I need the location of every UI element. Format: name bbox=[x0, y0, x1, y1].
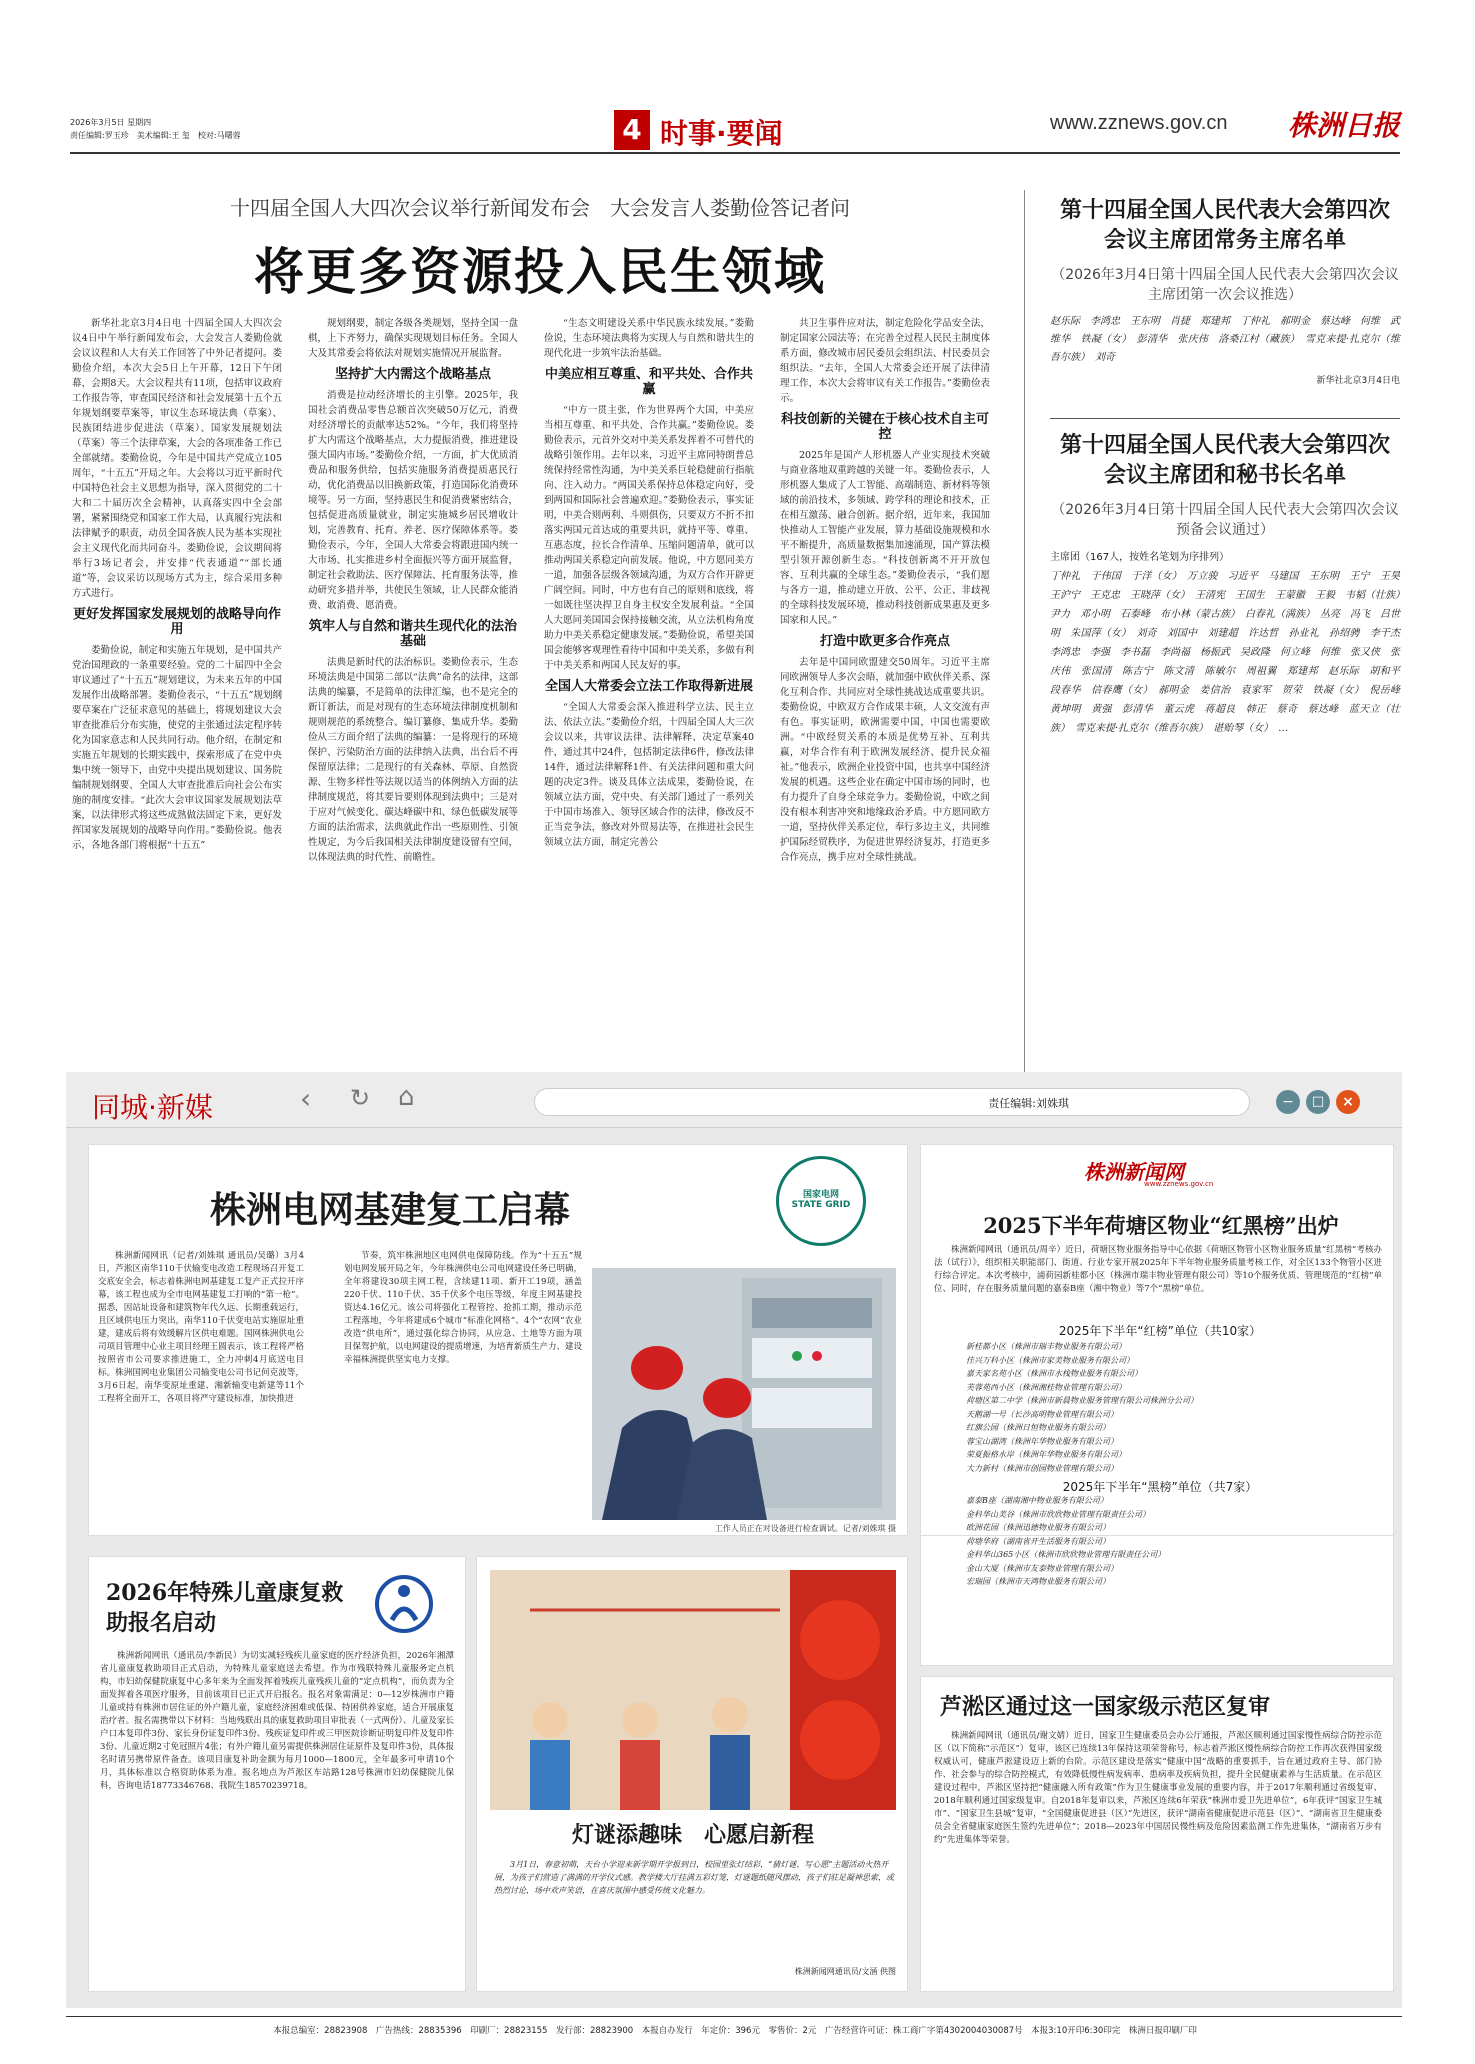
page-number-badge: 4 bbox=[614, 110, 650, 150]
list-item: 新桂都小区（株洲市瑞丰物业服务有限公司） bbox=[966, 1342, 1126, 1351]
article-title: 2026年特殊儿童康复救助报名启动 bbox=[106, 1580, 344, 1636]
list-item: 荷塘区第二中学（株洲市新晨物业服务管理有限公司株洲分公司） bbox=[966, 1396, 1198, 1405]
source-line: 新华社北京3月4日电 bbox=[1316, 376, 1400, 386]
subheading: 打造中欧更多合作亮点 bbox=[819, 634, 950, 649]
article-paragraph: 株洲新闻网讯（通讯员/周辛）近日，荷塘区物业服务指导中心依据《荷塘区物管小区物业服务质量“红黑榜”考核办法（试行）》，组织相关职能部门、街道、行业专家开展2025年下半年物业服务质量考核工作，对全区133个物管小区进行综合评定。本次考核中，浦荷园新桂都小区（株洲市瑞丰物业管理有限公司）等10个服务优质、管理规范的“红榜”单位、同时，存在服务质量问题的嘉泰B座（湘中物业）等7个“黑榜”单位。 bbox=[934, 1245, 1382, 1294]
article-title: 株洲电网基建复工启幕 bbox=[210, 1190, 571, 1231]
subheading: 坚持扩大内需这个战略基点 bbox=[334, 367, 491, 382]
list-item: 嘉天家名苑小区（株洲市水栈物业服务有限公司） bbox=[966, 1369, 1142, 1378]
home-icon[interactable]: ⌂ bbox=[398, 1082, 415, 1112]
black-list bbox=[966, 1494, 1366, 1589]
list-item: 红旗公园（株洲日恒物业服务有限公司） bbox=[966, 1423, 1110, 1432]
article-paragraph: 新华社北京3月4日电 十四届全国人大四次会议4日中午举行新闻发布会，大会发言人娄勤俭就会议议程和人大有关工作回答了中外记者提问。娄勤俭介绍，本次大会5日上午开幕，12日下午闭幕，会期8天。大会议程共有11项，包括审议政府工作报告等，审查国民经济和社会发展第十五个五年规划纲要草案等，审议生态环境法典（草案）、民族团结进步促进法（草案）、国家发展规划法（草案）等三个法律草案，大会的各项准备工作已全部就绪。娄勤俭说，今年是中国共产党成立105周年，“十五五”开局之年。大会将以习近平新时代中国特色社会主义思想为指导，深入贯彻党的二十大和二十届历次全会精神，认真落实四中全会部署，紧紧围绕党和国家工作大局，认真履行宪法和法律赋予的职责，动员全国各族人民为基本实现社会主义现代化而共同奋斗。娄勤俭说，会议期间将举行3场记者会，并安排“代表通道”“部长通道”等，会议采访以现场方式为主，综合采用多种方式进行。 bbox=[72, 318, 282, 599]
name-list: 赵乐际 李鸿忠 王东明 肖捷 郑建邦 丁仲礼 郝明金 蔡达峰 何维 武维华 铁凝（女） 彭清华 张庆伟 洛桑江村（藏族） 雪克来提·扎克尔（维吾尔族） 刘奇 bbox=[1050, 316, 1400, 363]
list-item: 嘉泰B座（湖南湘中物业服务有限公司） bbox=[966, 1496, 1108, 1505]
article-paragraph: 2025年是国产人形机器人产业实现技术突破与商业落地双重跨越的关键一年。娄勤俭表示，人形机器人集成了人工智能、高端制造、新材料等领域的前沿技术，多领域、跨学科的理论和技术，正在相互激荡、融合创新。据介绍，近年来，我国加快推动人工智能产业发展，算力基础设施规模和水平不断提升，高质量数据集加速涌现，国产算法模型引领开源创新生态。“科技创新离不开开放包容、互利共赢的全球生态。”娄勤俭表示，“我们愿与各方一道，推动建立开放、公平、公正、非歧视的全球科技发展环境，推动科技创新成果惠及更多国家和人民。” bbox=[780, 450, 990, 626]
footer-info: 本报总编室：28823908 广告热线：28835396 印刷厂：28823155 发行部：28823900 本报自办发行 年定价：396元 零售价：2元 广告经营许可证：株工商广字第4302004030087号 本报3:10开印6:30印完 株洲日报印刷厂印 bbox=[273, 2026, 1197, 2036]
subheading: 科技创新的关键在于核心技术自主可控 bbox=[780, 412, 989, 442]
article-paragraph: 共卫生事件应对法，制定危险化学品安全法，制定国家公园法等；在完善全过程人民民主制度体系方面，修改城市居民委员会组织法、村民委员会组织法。“去年，全国人大常委会还开展了法律清理工作，本次大会将审议有关工作报告。”娄勤俭表示。 bbox=[780, 318, 990, 404]
list-item: 天鹅湖一号（长沙高明物业管理有限公司） bbox=[966, 1409, 1118, 1419]
subheading: 全国人大常委会立法工作取得新进展 bbox=[544, 679, 753, 694]
photo-caption: 工作人员正在对设备进行检查调试。记者/刘姝琪 摄 bbox=[714, 1524, 896, 1533]
article-paragraph: “全国人大常委会深入推进科学立法、民主立法、依法立法。”娄勤俭介绍，十四届全国人大三次会议以来，共审议法律、法律解释、决定草案40件，通过其中24件，包括制定法律6件，修改法律14件，通过法律解释1件、有关法律问题和重大问题的决定3件。谈及具体立法成果，娄勤俭说，在领域立法方面，党中央、有关部门通过了一系列关于中国市场准入、领导区域合作的法律，修改反不正当竞争法，修改对外贸易法等，在推进社会民生领域立法方面，制定完善公 bbox=[544, 702, 754, 848]
article-paragraph: “生态文明建设关系中华民族永续发展。”娄勤俭说，生态环境法典将为实现人与自然和谐共生的现代化进一步筑牢法治基础。 bbox=[544, 318, 754, 359]
article-title: 芦淞区通过这一国家级示范区复审 bbox=[940, 1694, 1271, 1720]
address-bar[interactable]: 责任编辑:刘姝琪 bbox=[534, 1088, 1250, 1116]
list-item: 芙蓉苑西小区（株洲湘桂物业管理有限公司） bbox=[966, 1382, 1126, 1392]
state-grid-logo: 国家电网 STATE GRID bbox=[776, 1156, 866, 1246]
subheading: 中美应相互尊重、和平共处、合作共赢 bbox=[544, 367, 753, 397]
article-paragraph: “中方一贯主张，作为世界两个大国，中美应当相互尊重、和平共处、合作共赢。”娄勤俭说。娄勤俭表示，元首外交对中美关系发挥着不可替代的战略引领作用。去年以来，习近平主席同特朗普总统保持经常性沟通，为中美关系巨轮稳健前行指航向、注入动力。“两国关系保持总体稳定向好，受到两国和国际社会普遍欢迎。”娄勤俭表示，事实证明，中美合则两利、斗则俱伤，只要双方不折不扣落实两国元首达成的重要共识，就持平等、尊重、互惠态度，拉长合作清单、压缩问题清单，就可以推动两国关系稳定向前发展。他说，中方愿同美方一道，加强各层级各领域沟通，为双方合作开辟更广阔空间。同时，中方也有自己的原则和底线，将一如既往坚决捍卫自身主权安全发展利益。“全国人大愿同美国国会保持接触交流，从立法机构角度助力中美关系稳定健康发展。”娄勤俭说，希望美国国会能够客观理性看待中国和中美关系，多做有利于中美关系和两国人民友好的事。 bbox=[544, 405, 754, 671]
list-item: 金科华山美谷（株洲市欣欣物业管理有限责任公司） bbox=[966, 1509, 1150, 1519]
issue-date: 2026年3月5日 星期四 bbox=[70, 118, 152, 127]
list-item: 荷塘华府（湖南省开生活服务有限公司） bbox=[966, 1536, 1110, 1546]
red-list bbox=[966, 1340, 1366, 1475]
main-kicker: 十四届全国人大四次会议举行新闻发布会 大会发言人娄勤俭答记者问 bbox=[230, 196, 850, 220]
section-banner: 同城·新媒 bbox=[92, 1091, 213, 1124]
photo-credit: 株洲新闻网通讯员/文涵 供图 bbox=[794, 1967, 896, 1976]
refresh-icon[interactable]: ↻ bbox=[350, 1084, 371, 1112]
back-icon[interactable]: ‹ bbox=[300, 1082, 312, 1115]
list-item: 金山大厦（株洲市友泰物业管理有限公司） bbox=[966, 1563, 1118, 1573]
minimize-icon[interactable]: − bbox=[1276, 1090, 1300, 1114]
maximize-icon[interactable]: □ bbox=[1306, 1090, 1330, 1114]
article-paragraph: 规划纲要，制定各级各类规划，坚持全国一盘棋，上下齐努力，确保实现规划目标任务。全国人大及其常委会将依法对规划实施情况开展监督。 bbox=[308, 318, 518, 359]
article-title: 2025下半年荷塘区物业“红黑榜”出炉 bbox=[983, 1213, 1339, 1238]
article-title: 灯谜添趣味 心愿启新程 bbox=[571, 1822, 814, 1848]
article-paragraph: 株洲新闻网讯（记者/刘姝琪 通讯员/吴璐）3月4日，芦淞区南华110千伏输变电改造工程现场召开复工交底安全会，标志着株洲电网基建复工复产正式拉开序幕，该工程也成为全市电网基建复工打响的“第一枪”。据悉，因站址设备和建筑物年代久远、长期重载运行，且区域供电压力突出，南华110千伏变电站实施原址重建，建成后将有效缓解片区供电难题。国网株洲供电公司项目管理中心业主项目经理王圆表示，该工程将严格按照省市公司要求推进施工，全力冲刺4月底送电目标。株洲国网电业集团公司输变电公司书记何克波等，3月6日起，南华变原址重建、湘新输变电新建等11个工程将全面开工，各项目将严守建设标准，加快推进 bbox=[98, 1251, 304, 1404]
article-paragraph: 法典是新时代的法治标识。娄勤俭表示，生态环境法典是中国第二部以“法典”命名的法律，这部法典的编纂，不是简单的法律汇编，也不是完全的新订新法，而是对现有的生态环境法律制度机制和规则规范的系统整合、编订纂修、集成升华。娄勤俭从三方面介绍了法典的编纂：一是将现行的环境保护、污染防治方面的法律纳入法典，出台后不再保留原法律；二是现行的有关森林、草原、自然资源、生物多样性等法规以适当的体例纳入方面的法律制度规范，将其要旨要则体现到法典中；三是对于应对气候变化、碳达峰碳中和、绿色低碳发展等方面的法治需求，法典就此作出一些原则性、引领性规定，为今后我国相关法律制度建设留有空间，以体现法典的时代性、前瞻性。 bbox=[308, 657, 518, 863]
section-title: 时事·要闻 bbox=[660, 117, 783, 150]
site-logo: 株洲新闻网 bbox=[1084, 1160, 1184, 1184]
disability-icon bbox=[374, 1574, 434, 1634]
subheading: 更好发挥国家发展规划的战略导向作用 bbox=[72, 607, 281, 637]
photo-workers bbox=[592, 1268, 896, 1520]
paper-logo: 株洲日报 bbox=[1288, 109, 1401, 142]
list-title: 第十四届全国人民代表大会第四次会议主席团常务主席名单 bbox=[1059, 197, 1390, 253]
article-paragraph: 节奏，筑牢株洲地区电网供电保障防线。作为“十五五”规划电网发展开局之年，今年株洲供电公司电网建设任务已明确，全年将建设30项主网工程，含续建11项、新开工19项，涵盖220千伏、110千伏、35千伏多个电压等级，年度主网基建投资达4.16亿元。该公司将强化工程管控、抢抓工期，推动示范工程落地，今年将建成6个城市“标准化网格”、4个“农网”农业改造“供电所”，通过强化综合协同，从应急、土地等方面为项目保驾护航，以电网建设的提质增速，为培育新质生产力、建设幸福株洲提供坚实电力支撑。 bbox=[344, 1251, 583, 1365]
article-paragraph: 3月1日，春意初萌，天台小学迎来新学期开学报到日，校园里张灯结彩，“猜灯谜、写心愿”主题活动火热开展，为孩子们营造了满满的开学仪式感。教学楼大厅挂满五彩灯笼，灯谜题纸随风摆动，孩子们驻足凝神思索，或热烈讨论，场中欢声笑语，在喜庆氛围中感受传统文化魅力。 bbox=[494, 1860, 894, 1895]
list-item: 蓉宝山湖湾（株洲年华物业服务有限公司） bbox=[966, 1436, 1118, 1446]
list-note: （2026年3月4日第十四届全国人民代表大会第四次会议主席团第一次会议推选） bbox=[1051, 267, 1399, 303]
site-url[interactable]: www.zznews.gov.cn bbox=[1050, 112, 1228, 134]
site-logo-url: www.zznews.gov.cn bbox=[1144, 1180, 1214, 1188]
list-item: 大力新村（株洲市创园物业管理有限公司） bbox=[966, 1463, 1118, 1473]
list-item: 宏瑞园（株洲市天鸿物业服务有限公司） bbox=[966, 1577, 1110, 1586]
main-headline: 将更多资源投入民生领域 bbox=[254, 243, 826, 301]
photo-lanterns bbox=[490, 1570, 896, 1810]
article-paragraph: 去年是中国同欧盟建交50周年。习近平主席同欧洲领导人多次会晤，就加强中欧伙伴关系、深化互利合作、共同应对全球性挑战达成重要共识。娄勤俭说，中欧双方合作成果丰硕，人文交流有声有色。事实证明，欧洲需要中国，中国也需要欧洲。“中欧经贸关系的本质是优势互补、互利共赢，对华合作有利于欧洲发展经济、提升民众福祉。”他表示，欧洲企业投资中国，也共享中国经济发展的机遇。这些企业在确定中国市场的同时，也有力提升了自身全球竞争力。娄勤俭说，中欧之间没有根本利害冲突和地缘政治矛盾。中方愿同欧方一道，坚持伙伴关系定位，奉行多边主义，共同维护国际经贸秩序，为促进世界经济复苏，打造更多合作亮点，携手应对全球性挑战。 bbox=[780, 657, 990, 863]
close-icon[interactable]: × bbox=[1336, 1090, 1360, 1114]
list-item: 佳兴万科小区（株洲市家美物业服务有限公司） bbox=[966, 1355, 1134, 1365]
list-intro: 主席团（167人，按姓名笔划为序排列） bbox=[1050, 552, 1230, 563]
editor-credits: 责任编辑:罗玉珍 美术编辑:王 玺 校对:马曙蓉 bbox=[70, 131, 241, 140]
subheading: 筑牢人与自然和谐共生现代化的法治基础 bbox=[308, 619, 517, 649]
list-title: 第十四届全国人民代表大会第四次会议主席团和秘书长名单 bbox=[1059, 432, 1390, 488]
list-note: （2026年3月4日第十四届全国人民代表大会第四次会议预备会议通过） bbox=[1051, 502, 1399, 538]
red-list-heading: 2025年下半年“红榜”单位（共10家） bbox=[1058, 1324, 1262, 1338]
article-paragraph: 株洲新闻网讯（通讯员/李新民）为切实减轻残疾儿童家庭的医疗经济负担，2026年湘潭省儿童康复救助项目正式启动，为特殊儿童家庭送去希望。作为市残联特殊儿童服务定点机构，市妇幼保健院康复中心多年来为全面发挥着残疾儿童残疾儿童的“定点机构”，而负责为全面发挥着各项医疗服务，目前该项目已正式开启报名。报名对象需满足：0—12岁株洲市户籍儿童或持有株洲市居住证的外户籍儿童，家庭经济困难或低保、特困供养家庭，适合开展康复治疗者。报名需携带以下材料：当地残联出具的康复救助项目审批表（一式两份）、儿童及家长户口本复印件3份、家长身份证复印件3份、残疾证复印件或三甲医院诊断证明复印件及复印件3份、儿童近期2寸免冠照片4张；有外户籍儿童另需提供株洲居住证原件及复印件3份，具体报名时请另携带原件备查。该项目康复补助金额为每月1000—1800元，全年最多可申请10个月，具体标准以合格资助体系为准。报名地点为芦淞区车站路128号株洲市妇幼保健院儿保科，咨询电话18773346768、我院生18570239718。 bbox=[100, 1651, 454, 1791]
article-paragraph: 株洲新闻网讯（通讯员/谢文婧）近日，国家卫生健康委员会办公厅通报，芦淞区顺利通过国家慢性病综合防控示范区（以下简称“示范区”）复审，该区已连续13年保持这项荣誉称号，标志着芦淞区慢性病综合防控工作再次获得国家级权威认可，健康芦淞建设迈上新的台阶。示范区建设是落实“健康中国”战略的重要抓手，旨在通过政府主导、部门协作、社会参与的综合防控模式，有效降低慢性病发病率、患病率及疾病负担，提升全民健康素养与生活质量。在示范区建设过程中，芦淞区坚持把“健康融入所有政策”作为卫生健康事业发展的重要内容，并于2017年顺利通过省级复审、2018年顺利通过国家级复审。自2018年复审以来，芦淞区连续6年荣获“株洲市爱卫先进单位”，6年获评“国家卫生城市”、“国家卫生县城”复审，“全国健康促进县（区）”先进区，获评“湖南省健康促进示范县（区）”、“湖南省卫生健康委员会全省健康家庭医生签约先进单位”；2018—2023年中国居民慢性病及危险因素监测工作先进集体，“湖南省万步有约”先进集体等荣誉。 bbox=[934, 1731, 1382, 1845]
list-item: 欧洲花园（株洲迅德物业服务有限公司） bbox=[966, 1523, 1110, 1532]
name-list: 丁仲礼 于伟国 于洋（女） 万立骏 习近平 马建国 王东明 王宁 王昊 王沪宁 王克忠 王晓萍（女） 王清宪 王国生 王蒙徽 王毅 韦韬（壮族） 尹力 邓小明 石泰峰 布小林（蒙古族） 白春礼（满族） 丛亮 冯飞 吕世明 朱国萍（女） 刘奇 刘国中 刘建超 许达哲 孙业礼 孙绍骋 李干杰 李鸿忠 李强 李书磊 李尚福 杨振武 吴政隆 何立峰 何维 张又侠 张庆伟 张国清 陈吉宁 陈文清 陈敏尔 周祖翼 郑建邦 赵乐际 胡和平 段春华 信春鹰（女） 郝明金 姜信治 袁家军 贺荣 铁凝（女） 倪岳峰 黄坤明 黄强 彭清华 董云虎 蒋超良 韩正 蔡奇 蔡达峰 蓝天立（壮族） 雪克来提·扎克尔（维吾尔族） 谌贻琴（女） … bbox=[1050, 571, 1410, 734]
article-paragraph: 消费是拉动经济增长的主引擎。2025年，我国社会消费品零售总额首次突破50万亿元，消费对经济增长的贡献率达52%。“今年，我们将坚持扩大内需这个战略基点，大力提振消费，推进建设强大国内市场。”娄勤俭介绍，一方面，扩大优质消费品和服务供给，包括实施服务消费提质惠民行动，优化消费品以旧换新政策，打造国际化消费环境等。另一方面，坚持惠民生和促消费紧密结合，包括促进高质量就业，制定实施城乡居民增收计划，完善教育、托育、养老、医疗保障体系等。娄勤俭表示，今年，全国人大常委会将跟进国内统一大市场、扎实推进乡村全面振兴等方面开展监督，制定社会救助法、医疗保障法、托育服务法等，推动研究多措并举，共使民生领域，让人民群众能消费、敢消费、愿消费。 bbox=[308, 390, 518, 611]
article-paragraph: 娄勤俭说，制定和实施五年规划，是中国共产党治国理政的一条重要经验。党的二十届四中全会审议通过了“十五五”规划建议，为未来五年的中国发展作出战略部署。娄勤俭表示，“十五五”规划纲要草案在广泛征求意见的基础上，将规划建议大会审查批准后分布实施，使党的主张通过法定程序转化为国家意志和人民共同行动。他介绍，在制定和实施五年规划的长期实践中，探索形成了在党中央集中统一领导下，由党中央提出规划建议、国务院编制规划纲要、全国人大审查批准后向社会公布实施的制度安排。“此次大会审议国家发展规划法草案，以法律形式将这些成熟做法固定下来，更好发挥国家发展规划的战略导向作用。”娄勤俭说。他表示，各地各部门将根据“十五五” bbox=[72, 645, 282, 851]
list-item: 荣夏振格水岸（株洲年华物业服务有限公司） bbox=[966, 1450, 1126, 1459]
list-item: 金科华山365小区（株洲市欣欣物业管理有限责任公司） bbox=[966, 1550, 1166, 1559]
black-list-heading: 2025年下半年“黑榜”单位（共7家） bbox=[1062, 1480, 1258, 1494]
